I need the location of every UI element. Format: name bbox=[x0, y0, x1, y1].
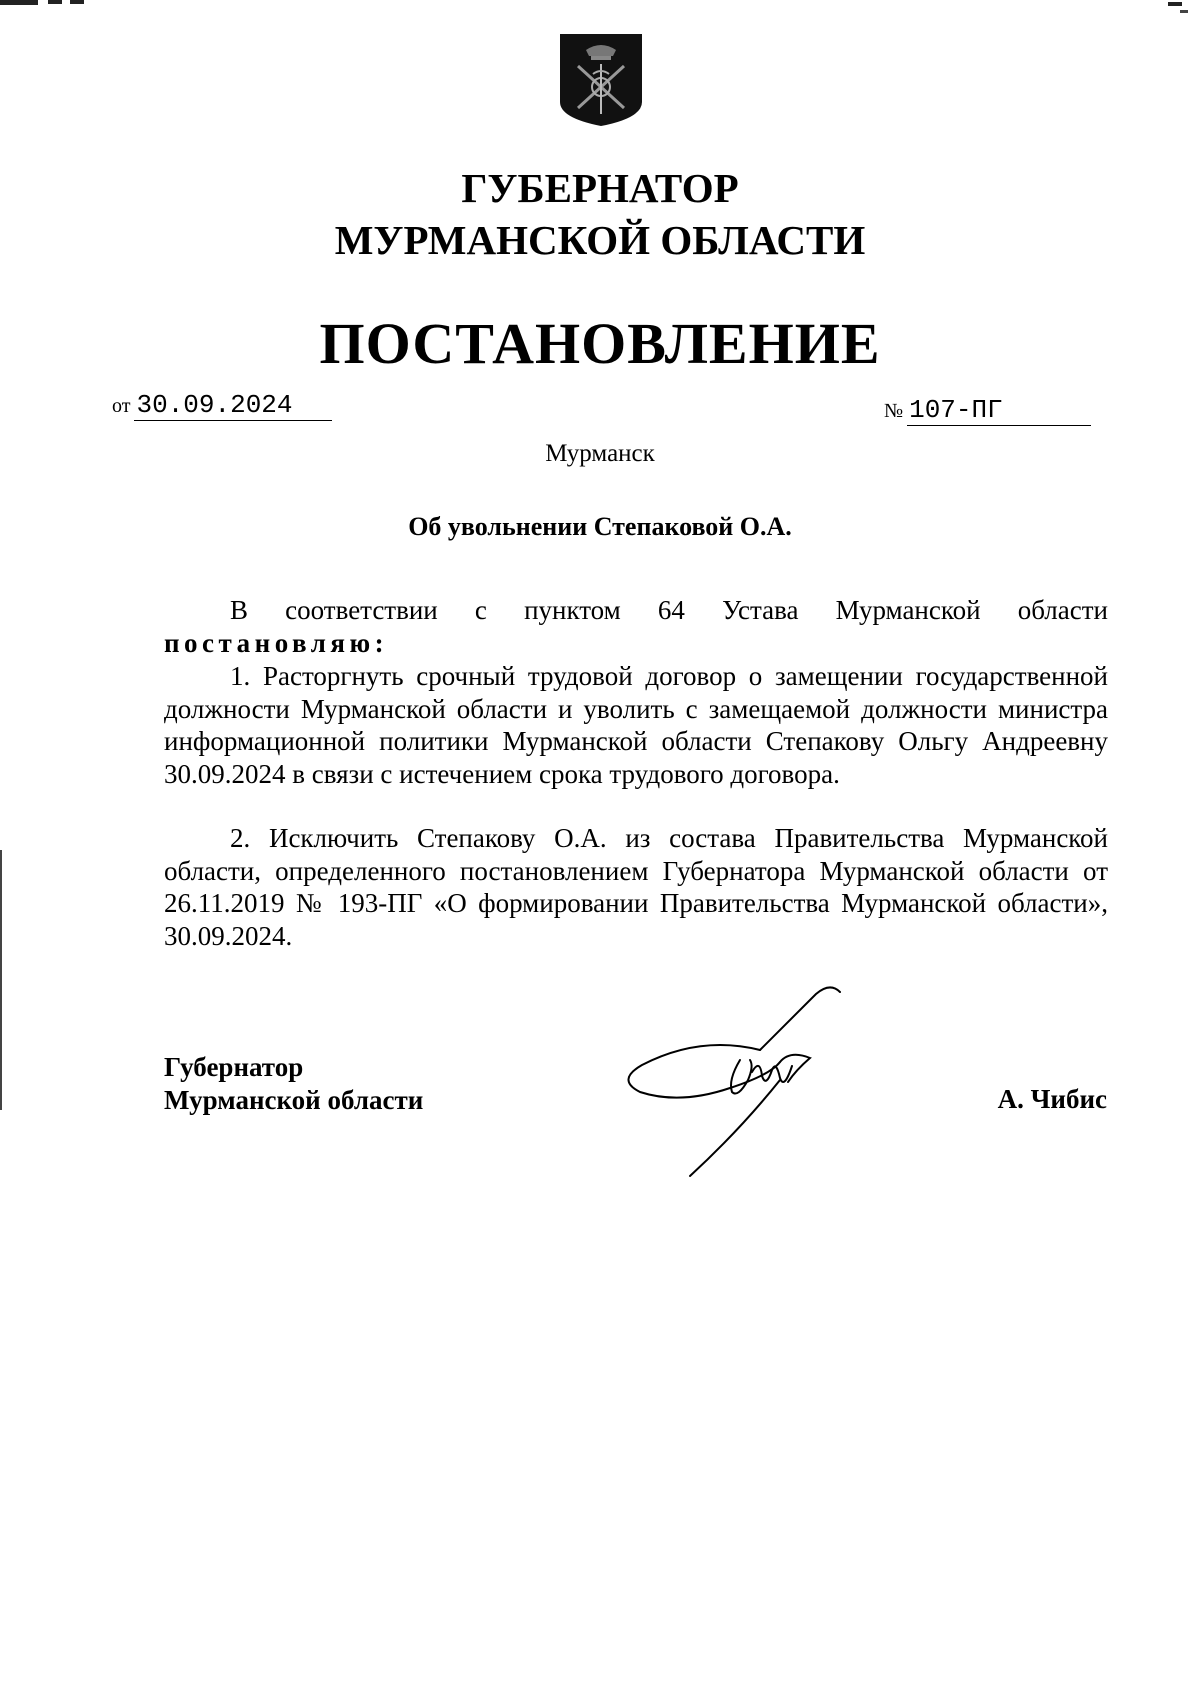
item-1-paragraph bbox=[164, 660, 1108, 790]
document-type-title: ПОСТАНОВЛЕНИЕ bbox=[319, 311, 881, 376]
item-2-paragraph bbox=[164, 822, 1108, 952]
issuer-title-line1: ГУБЕРНАТОР bbox=[461, 165, 739, 211]
signatory-position bbox=[164, 1051, 423, 1117]
signatory-position-line1: Губернатор bbox=[164, 1052, 304, 1082]
item-2-text: 2. Исключить Степакову О.А. из состава Правительства Мурманской области, определенного постановлением Губернатора Мурманской области от 26.11.2019 № 193-ПГ «О формировании Правительства Мурманской области», 30.09.2024. bbox=[164, 823, 1108, 951]
intro-text: В соответствии с пунктом 64 Устава Мурманской области bbox=[230, 595, 1108, 625]
document-number: 107-ПГ bbox=[907, 395, 1091, 426]
item-1-text: 1. Расторгнуть срочный трудовой договор о замещении государственной должности Мурманской области и уволить с замещаемой должности министра информационной политики Мурманской области Степакову Ольгу Андреевну 30.09.2024 в связи с истечением срока трудового договора. bbox=[164, 661, 1108, 789]
document-date: 30.09.2024 bbox=[134, 390, 332, 421]
number-block bbox=[884, 395, 1091, 426]
date-block bbox=[112, 390, 332, 421]
issuer-title-line2: МУРМАНСКОЙ ОБЛАСТИ bbox=[334, 217, 866, 263]
decree-word-line bbox=[164, 627, 1108, 660]
number-prefix: № bbox=[884, 400, 904, 422]
decree-word: постановляю: bbox=[164, 628, 389, 658]
city-name: Мурманск bbox=[545, 440, 655, 467]
signatory-name: А. Чибис bbox=[997, 1084, 1107, 1114]
handwritten-signature bbox=[620, 980, 860, 1180]
intro-paragraph bbox=[164, 594, 1108, 627]
signatory-position-line2: Мурманской области bbox=[164, 1085, 424, 1115]
document-subject: Об увольнении Степаковой О.А. bbox=[408, 512, 792, 541]
date-prefix: от bbox=[112, 395, 131, 417]
coat-of-arms-icon bbox=[558, 32, 644, 128]
